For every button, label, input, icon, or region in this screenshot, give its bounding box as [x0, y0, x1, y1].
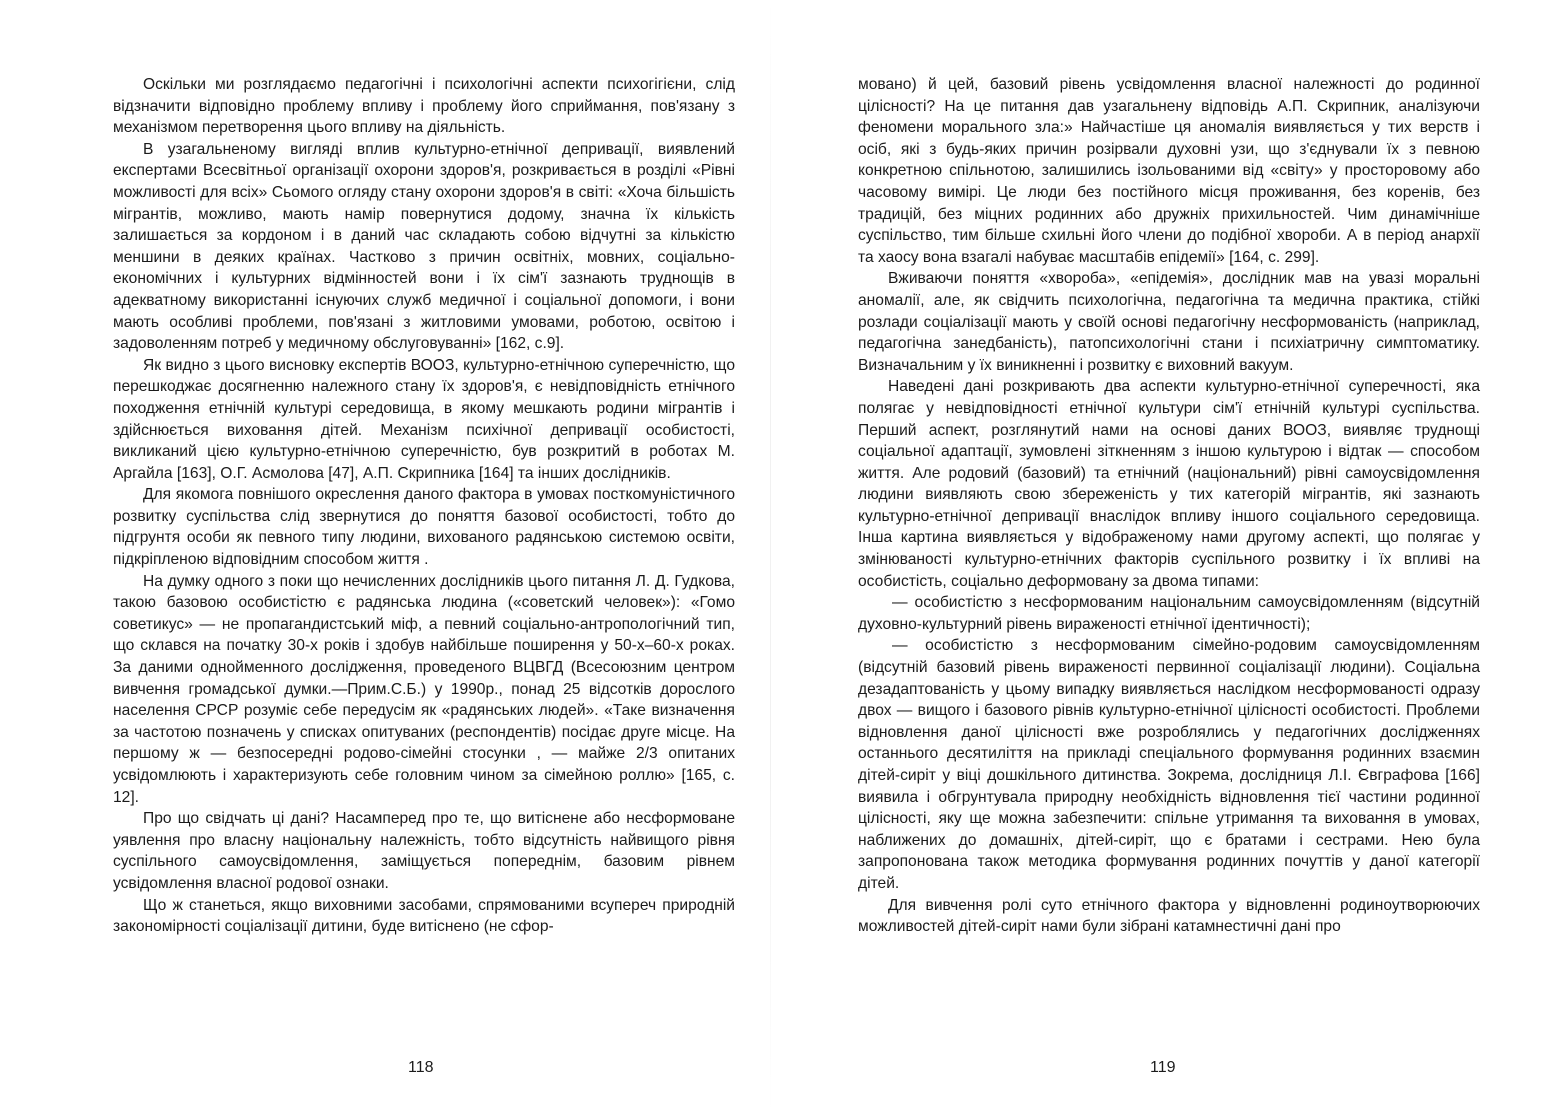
page-number-right: 119 [1150, 1059, 1176, 1076]
right-page-text [858, 74, 1480, 938]
paragraph: Вживаючи поняття «хвороба», «епідемія», дослідник мав на увазі моральні аномалії, але, як свідчить психологічна, педагогічна та медична практика, стійкі розлади соціалізації мають у своїй основі педагогічну несформованість (наприклад, педагогічна занедбаність), патопсихологічні стани і психіатричну симптоматику. Визначальним у їх виникненні і розвитку є виховний вакуум. [858, 270, 1480, 374]
paragraph: Що ж станеться, якщо виховними засобами, спрямованими всупереч природній закономірності соціалізації дитини, буде витіснено (не сфор- [113, 896, 735, 936]
paragraph: Оскільки ми розглядаємо педагогічні і психологічні аспекти психогігієни, слід відзначити відповідно проблему впливу і проблему його сприймання, пов'язану з механізмом перетворення цього впливу на діяльність. [113, 76, 735, 137]
paragraph: Для вивчення ролі суто етнічного фактора у відновленні родиноутворюючих можливостей дітей-сиріт нами були зібрані катамнестичні дані про [858, 896, 1480, 936]
paragraph: На думку одного з поки що нечисленних дослідників цього питання Л. Д. Гудкова, такою базовою особистістю є радянська людина («советский человек»): «Гомо советикус» — не пропагандистський міф, а певний соціально-антропологічний тип, що склався на початку 30-х років і здобув найбільше поширення у 50-х–60-х роках. За даними однойменного дослідження, проведеного ВЦВГД (Всесоюзним центром вивчення громадської думки.—Прим.С.Б.) у 1990р., понад 25 відсотків дорослого населення СРСР розуміє себе передусім як «радянських людей». «Таке визначення за частотою позначень у списках опитуваних (респондентів) посідає друге місце. На першому ж — безпосередні родово-сімейні стосунки , — майже 2/3 опитаних усвідомлюють і характеризують себе головним чином за сімейною роллю» [165, с. 12]. [113, 572, 735, 806]
paragraph: Для якомога повнішого окреслення даного фактора в умовах посткомуністичного розвитку суспільства слід звернутися до поняття базової особистості, тобто до підгрунтя особи як певного типу людини, вихованого радянською системою освіти, підкріпленою відповідним способом життя . [113, 486, 735, 569]
paragraph: В узагальненому вигляді вплив культурно-етнічної депривації, виявлений експертами Всесвітньої організації охорони здоров'я, розкривається в розділі «Рівні можливості для всіх» Сьомого огляду стану охорони здоров'я в світі: «Хоча більшість мігрантів, можливо, мають намір повернутися додому, значна їх кількість залишається за кордоном і в даний час складають собою відчутні за кількістю меншини в деяких країнах. Частково з причин освітніх, мовних, соціально-економічних і культурних відмінностей вони і їх сім'ї зазнають труднощів в адекватному використанні існуючих служб медичної і соціальної допомоги, і вони мають особливі проблеми, пов'язані з житловими умовами, роботою, освітою і задоволенням потреб у медичному обслуговуванні» [162, с.9]. [113, 140, 735, 353]
paragraph-continued: мовано) й цей, базовий рівень усвідомлення власної належності до родинної цілісності? На це питання дав узагальнену відповідь А.П. Скрипник, аналізуючи феномени морального зла:» Найчастіше ця аномалія виявляється у тих верств і осіб, які з будь-яких причин розірвали духовні узи, що з'єднували їх з певною конкретною спільнотою, залишились ізольованими від «світу» у просторовому або часовому вимірі. Це люди без постійного місця проживання, без коренів, без традицій, без міцних родинних або дружніх прихильностей. Чим динамічніше суспільство, тим більше схильні його члени до подібної хвороби. А в період анархії та хаосу вона взагалі набуває масштабів епідемії» [164, с. 299]. [858, 76, 1480, 266]
left-page-text [113, 74, 735, 938]
paragraph: Як видно з цього висновку експертів ВООЗ, культурно-етнічною суперечністю, що перешкоджає досягненню належного стану їх здоров'я, є невідповідність етнічного походження етнічній культурі середовища, в якому мешкають родини мігрантів і здійснюється виховання дітей. Механізм психічної депривації особистості, викликаний цією культурно-етнічною суперечністю, був розкритий в роботах М. Аргайла [163], О.Г. Асмолова [47], А.П. Скрипника [164] та інших дослідників. [113, 356, 735, 482]
book-gutter [770, 0, 771, 1114]
paragraph: Про що свідчать ці дані? Насамперед про те, що витіснене або несформоване уявлення про власну національну належність, тобто відсутність найвищого рівня суспільного самоусвідомлення, заміщується попереднім, базовим рівнем усвідомлення власної родової ознаки. [113, 810, 735, 892]
list-item: — особистістю з несформованим сімейно-родовим самоусвідомленням (відсутній базовий рівень вираженості первинної соціалізації людини). Соціальна дезадаптованість у цьому випадку виявляється наслідком несформованості одразу двох — вищого і базового рівнів культурно-етнічної цілісності особистості. Проблеми відновлення даної цілісності вже розроблялись у педагогічних дослідженнях останнього десятиліття на прикладі спеціального формування родинних взаємин дітей-сиріт у віці дошкільного дитинства. Зокрема, дослідниця Л.І. Євграфова [166] виявила і обгрунтувала природну необхідність відновлення тієї частини родинної цілісності, яку ще можна забезпечити: спільне утримання та виховання в умовах, наближених до домашніх, дітей-сиріт, що є братами і сестрами. Нею була запропонована також методика формування родинних почуттів у даної категорії дітей. [858, 637, 1480, 892]
list-item: — особистістю з несформованим національним самоусвідомленням (відсутній духовно-культурний рівень вираженості етнічної ідентичності); [858, 594, 1480, 633]
page-number-left: 118 [408, 1059, 434, 1076]
paragraph: Наведені дані розкривають два аспекти культурно-етнічної суперечності, яка полягає у невідповідності етнічної культури сім'ї етнічній культурі суспільства. Перший аспект, розглянутий нами на основі даних ВООЗ, виявляє труднощі соціальної адаптації, зумовлені зіткненням з іншою культурою і відтак — способом життя. Але родовий (базовий) та етнічний (національний) рівні самоусвідомлення людини виявляють свою збереженість у тих категорій мігрантів, які зазнають культурно-етнічної депривації внаслідок впливу іншого соціального середовища. Інша картина виявляється у відображеному нами другому аспекті, що полягає у змінюваності культурно-етнічних факторів суспільного розвитку і їх впливі на особистість, соціально деформовану за двома типами: [858, 378, 1480, 590]
